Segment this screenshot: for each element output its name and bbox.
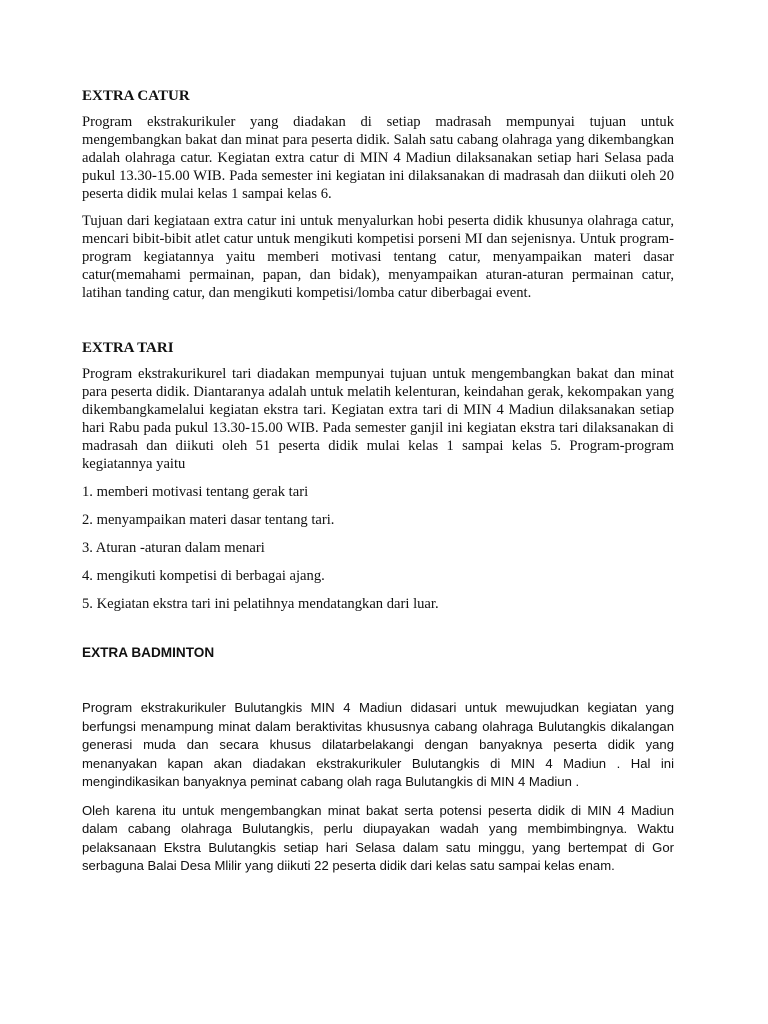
tari-list-item-4: 4. mengikuti kompetisi di berbagai ajang. [82, 568, 325, 584]
catur-paragraph-2: Tujuan dari kegiataan extra catur ini untuk menyalurkan hobi peserta didik khusunya olahraga catur, mencari bibit-bibit atlet catur untuk mengikuti kompetisi porseni MI dan sejenisnya. Untuk program-program kegiatannya yaitu memberi motivasi tentang catur, menyampaikan materi dasar catur(memahami permainan, papan, dan bidak), menyampaikan aturan-aturan permainan catur, latihan tanding catur, dan mengikuti kompetisi/lomba catur diberbagai event. [82, 213, 674, 301]
tari-paragraph: Program ekstrakurikurel tari diadakan mempunyai tujuan untuk mengembangkan bakat dan minat para peserta didik. Diantaranya adalah untuk melatih kelenturan, keindahan gerak, kekompakan yang dikembangkamelalui kegiatan ekstra tari. Kegiatan extra tari di MIN 4 Madiun dilaksanakan setiap hari Rabu pada pukul 13.30-15.00 WIB. Pada semester ganjil ini kegiatan ekstra tari dilaksanakan di madrasah dan diikuti oleh 51 peserta didik mulai kelas 1 sampai kelas 5. Program-program kegiatannya yaitu [82, 366, 674, 472]
catur-paragraph-1: Program ekstrakurikuler yang diadakan di setiap madrasah mempunyai tujuan untuk mengembangkan bakat dan minat para peserta didik. Salah satu cabang olahraga yang dikembangkan adalah olahraga catur. Kegiatan extra catur di MIN 4 Madiun dilaksanakan setiap hari Selasa pada pukul 13.30-15.00 WIB. Pada semester ini kegiatan ini dilaksanakan di madrasah dan diikuti oleh 20 peserta didik mulai kelas 1 sampai kelas 6. [82, 114, 674, 202]
heading-extra-badminton: EXTRA BADMINTON [82, 645, 215, 660]
heading-extra-tari: EXTRA TARI [82, 340, 174, 356]
tari-list-item-2: 2. menyampaikan materi dasar tentang tari. [82, 512, 335, 528]
tari-list-item-1: 1. memberi motivasi tentang gerak tari [82, 484, 309, 500]
document-page [82, 86, 674, 876]
badminton-paragraph-1: Program ekstrakurikuler Bulutangkis MIN 4 Madiun didasari untuk mewujudkan kegiatan yang berfungsi menampung minat dalam beraktivitas khususnya cabang olahraga Bulutangkis dikalangan generasi muda dan secara khusus dilatarbelakangi dengan banyaknya peserta didik yang menanyakan kapan akan diadakan ekstrakurikuler Bulutangkis di MIN 4 Madiun . Hal ini mengindikasikan banyaknya peminat cabang olah raga Bulutangkis di MIN 4 Madiun . [82, 700, 674, 789]
heading-extra-catur: EXTRA CATUR [82, 88, 190, 104]
badminton-paragraph-2: Oleh karena itu untuk mengembangkan minat bakat serta potensi peserta didik di MIN 4 Madiun dalam cabang olahraga Bulutangkis, perlu diupayakan wadah yang membimbingnya. Waktu pelaksanaan Ekstra Bulutangkis setiap hari Selasa dalam satu minggu, yang bertempat di Gor serbaguna Balai Desa Mlilir yang diikuti 22 peserta didik dari kelas satu sampai kelas enam. [82, 802, 674, 873]
tari-list-item-3: 3. Aturan -aturan dalam menari [82, 540, 265, 556]
tari-list-item-5: 5. Kegiatan ekstra tari ini pelatihnya mendatangkan dari luar. [82, 596, 439, 612]
